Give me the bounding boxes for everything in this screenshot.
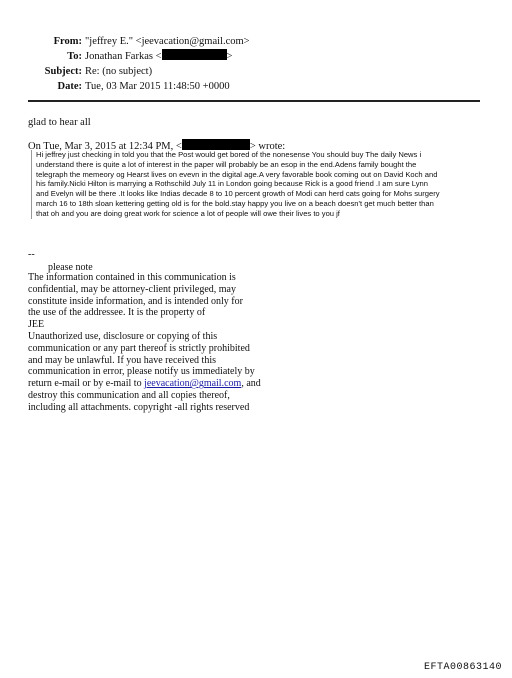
email-suffix: , and xyxy=(241,378,261,390)
subject-row xyxy=(0,64,512,79)
disclaimer-line: the use of the addressee. It is the property of xyxy=(28,307,206,319)
email-header xyxy=(0,34,512,94)
email-prefix: return e-mail or by e-mail to xyxy=(28,378,145,390)
from-row xyxy=(0,34,512,49)
subject-label: Subject: xyxy=(44,66,82,77)
date-value: Tue, 03 Mar 2015 11:48:50 +0000 xyxy=(85,81,230,92)
quoted-line: march 16 to 18th sloan kettering getting old is for the bold.stay happy you live on a beach doesn't get much better than xyxy=(36,198,434,208)
quoted-line: and Evelyn will be there .It looks like Indias decade 8 to 10 percent growth of Modi can herd cats going for Mohs surgery xyxy=(36,189,440,199)
date-label: Date: xyxy=(57,81,82,92)
date-row xyxy=(0,79,512,94)
quoted-line: telegraph the memeory og Hearst lives on evevn in the digital age.A very favorable book coming out on David Koch and xyxy=(36,169,438,179)
greeting-text: glad to hear all xyxy=(28,117,91,128)
to-value xyxy=(85,49,232,64)
redaction-box xyxy=(162,49,227,60)
quoted-line: his family.Nicki Hilton is marrying a Rothschild July 11 in London going because Rick is a good friend .I am sure Lynn xyxy=(36,179,428,189)
to-suffix: > xyxy=(226,51,233,62)
disclaimer-line: destroy this communication and all copies thereof, xyxy=(28,389,230,401)
quoted-line: that oh and you are doing great work for science a lot of people will owe their lives to you jf xyxy=(36,208,340,218)
to-label: To: xyxy=(67,51,82,62)
attribution-prefix: On Tue, Mar 3, 2015 at 12:34 PM, < xyxy=(28,141,182,152)
disclaimer-line: and may be unlawful. If you have received this xyxy=(28,354,216,366)
header-divider xyxy=(28,100,480,102)
confidentiality-disclaimer xyxy=(28,272,298,414)
subject-value: Re: (no subject) xyxy=(85,66,153,77)
disclaimer-line xyxy=(28,378,298,390)
quoted-message xyxy=(31,150,492,219)
disclaimer-line: communication or any part thereof is strictly prohibited xyxy=(28,342,250,354)
from-value: "jeffrey E." <jeevacation@gmail.com> xyxy=(85,36,250,47)
bates-number: EFTA00863140 xyxy=(423,662,502,673)
quoted-line: Hi jeffrey just checking in told you that the Post would get bored of the nonesense You should buy The daily News i xyxy=(36,150,422,159)
disclaimer-line: including all attachments. copyright -all rights reserved xyxy=(28,401,250,413)
disclaimer-line: confidential, may be attorney-client privileged, may xyxy=(28,283,236,295)
signature-separator: -- xyxy=(28,249,35,260)
disclaimer-line: The information contained in this communication is xyxy=(28,272,236,283)
attribution-suffix: > wrote: xyxy=(249,141,286,152)
to-name: Jonathan Farkas < xyxy=(85,51,162,62)
email-link[interactable]: jeevacation@gmail.com xyxy=(144,378,242,390)
quoted-line: understand there is quite a lot of interest in the paper will probably be an esop in the end.Adens family bought the xyxy=(36,159,417,169)
disclaimer-line: Unauthorized use, disclosure or copying of this xyxy=(28,330,218,342)
from-label: From: xyxy=(53,36,82,47)
disclaimer-line: communication in error, please notify us immediately by xyxy=(28,366,255,378)
to-row xyxy=(0,49,512,64)
disclaimer-line: JEE xyxy=(28,319,45,331)
disclaimer-line: constitute inside information, and is intended only for xyxy=(28,295,243,307)
redaction-box xyxy=(182,139,250,150)
signature-note: please note xyxy=(48,262,93,273)
